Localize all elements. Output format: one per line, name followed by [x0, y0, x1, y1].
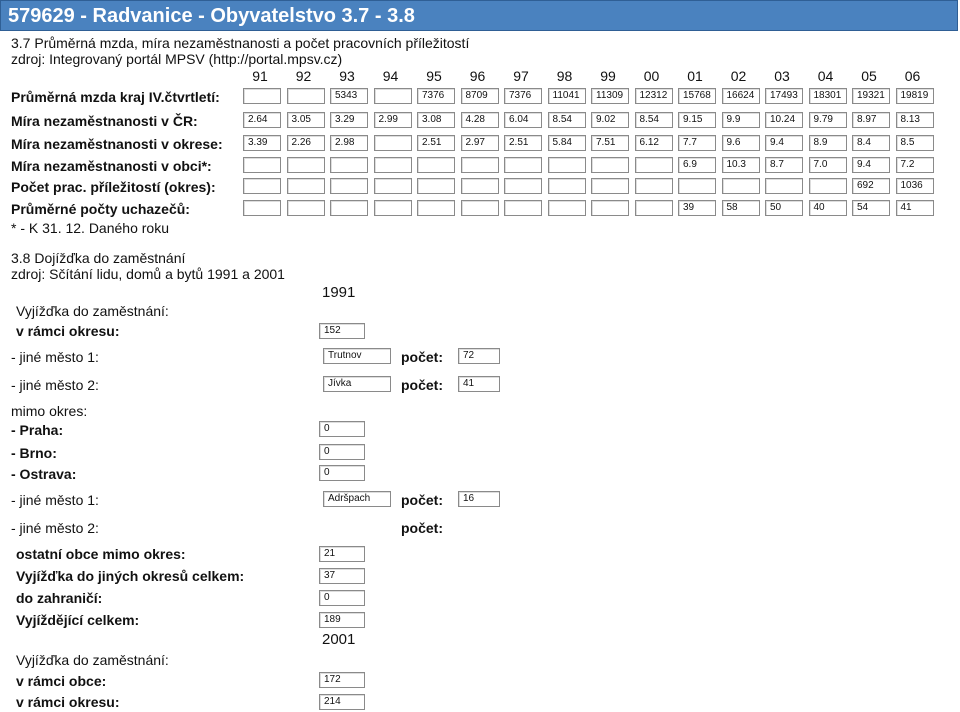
abroad-field[interactable]: 0 [319, 590, 365, 606]
value-cell[interactable]: 8.13 [896, 112, 934, 128]
value-cell[interactable]: 8.4 [852, 135, 890, 151]
table-note: * - K 31. 12. Daného roku [11, 220, 169, 236]
other-municipalities-label: ostatní obce mimo okres: [16, 546, 186, 562]
value-cell[interactable]: 12312 [635, 88, 673, 104]
year-06: 06 [904, 68, 921, 84]
value-cell[interactable]: 9.4 [852, 157, 890, 173]
value-cell[interactable] [504, 178, 542, 194]
value-cell[interactable] [374, 135, 412, 151]
value-cell[interactable] [678, 178, 716, 194]
other-municipalities-field[interactable]: 21 [319, 546, 365, 562]
value-cell[interactable]: 6.12 [635, 135, 673, 151]
value-cell[interactable]: 9.4 [765, 135, 803, 151]
value-cell[interactable] [461, 200, 499, 216]
year-95: 95 [426, 68, 442, 84]
other-town-1-count-field[interactable]: 72 [458, 348, 500, 364]
other-town-1-field[interactable]: Trutnov [323, 348, 391, 364]
value-cell[interactable]: 41 [896, 200, 934, 216]
value-cell[interactable] [243, 178, 281, 194]
value-cell[interactable]: 8.7 [765, 157, 803, 173]
value-cell[interactable] [417, 157, 455, 173]
value-cell[interactable] [417, 200, 455, 216]
value-cell[interactable] [243, 88, 281, 104]
value-cell[interactable] [287, 88, 325, 104]
other-town-3-count-field[interactable]: 16 [458, 491, 500, 507]
value-cell[interactable] [330, 200, 368, 216]
value-cell[interactable] [374, 200, 412, 216]
value-cell[interactable]: 7376 [417, 88, 455, 104]
value-cell[interactable] [461, 178, 499, 194]
other-town-4-label: - jiné město 2: [11, 520, 99, 536]
value-cell[interactable]: 4.28 [461, 112, 499, 128]
value-cell[interactable] [287, 157, 325, 173]
value-cell[interactable]: 8.9 [809, 135, 847, 151]
row-label: Míra nezaměstnanosti v okrese: [11, 136, 223, 152]
value-cell[interactable]: 2.64 [243, 112, 281, 128]
value-cell[interactable]: 8.54 [635, 112, 673, 128]
value-cell[interactable] [330, 157, 368, 173]
value-cell[interactable]: 16624 [722, 88, 760, 104]
value-cell[interactable] [548, 157, 586, 173]
within-district-label: v rámci okresu: [16, 323, 120, 339]
value-cell[interactable] [504, 157, 542, 173]
value-cell[interactable]: 5343 [330, 88, 368, 104]
commuters-total-field[interactable]: 189 [319, 612, 365, 628]
year-91: 91 [252, 68, 268, 84]
year-01: 01 [687, 68, 703, 84]
value-cell[interactable]: 8.54 [548, 112, 586, 128]
ostrava-label: - Ostrava: [11, 466, 77, 482]
value-cell[interactable]: 3.08 [417, 112, 455, 128]
other-town-2-field[interactable]: Jívka [323, 376, 391, 392]
section-37-title: 3.7 Průměrná mzda, míra nezaměstnanosti a počet pracovních příležitostí [11, 35, 470, 51]
value-cell[interactable] [243, 157, 281, 173]
year-02: 02 [730, 68, 747, 84]
value-cell[interactable]: 9.02 [591, 112, 629, 128]
section-38-title: 3.8 Dojížďka do zaměstnání [11, 250, 186, 266]
value-cell[interactable]: 8.97 [852, 112, 890, 128]
value-cell[interactable]: 2.26 [287, 135, 325, 151]
value-cell[interactable]: 11309 [591, 88, 629, 104]
value-cell[interactable]: 19819 [896, 88, 934, 104]
page-header [0, 0, 958, 31]
praha-label: - Praha: [11, 422, 64, 438]
value-cell[interactable]: 9.9 [722, 112, 760, 128]
count-label-3: počet: [401, 492, 443, 508]
value-cell[interactable] [591, 200, 629, 216]
year-97: 97 [513, 68, 529, 84]
other-districts-total-field[interactable]: 37 [319, 568, 365, 584]
year-98: 98 [556, 68, 573, 84]
value-cell[interactable]: 9.6 [722, 135, 760, 151]
value-cell[interactable]: 7.7 [678, 135, 716, 151]
count-label-2: počet: [401, 377, 443, 393]
other-town-1-label: - jiné město 1: [11, 349, 99, 365]
value-cell[interactable]: 3.05 [287, 112, 325, 128]
value-cell[interactable]: 9.15 [678, 112, 716, 128]
year-03: 03 [774, 68, 790, 84]
value-cell[interactable] [765, 178, 803, 194]
section-38-source: zdroj: Sčítání lidu, domů a bytů 1991 a 2001 [11, 266, 285, 282]
value-cell[interactable] [635, 200, 673, 216]
value-cell[interactable]: 54 [852, 200, 890, 216]
value-cell[interactable]: 2.99 [374, 112, 412, 128]
value-cell[interactable]: 18301 [809, 88, 847, 104]
year-99: 99 [600, 68, 616, 84]
value-cell[interactable] [635, 157, 673, 173]
row-label: Míra nezaměstnanosti v obci*: [11, 158, 212, 174]
value-cell[interactable] [591, 178, 629, 194]
value-cell[interactable]: 1036 [896, 178, 934, 194]
value-cell[interactable] [809, 178, 847, 194]
value-cell[interactable] [417, 178, 455, 194]
year-00: 00 [643, 68, 660, 84]
value-cell[interactable]: 39 [678, 200, 716, 216]
value-cell[interactable] [722, 178, 760, 194]
value-cell[interactable]: 10.3 [722, 157, 760, 173]
value-cell[interactable] [287, 200, 325, 216]
value-cell[interactable]: 9.79 [809, 112, 847, 128]
value-cell[interactable]: 8.5 [896, 135, 934, 151]
value-cell[interactable]: 8709 [461, 88, 499, 104]
value-cell[interactable] [504, 200, 542, 216]
year-92: 92 [295, 68, 312, 84]
value-cell[interactable]: 7.2 [896, 157, 934, 173]
brno-field[interactable]: 0 [319, 444, 365, 460]
abroad-label: do zahraničí: [16, 590, 103, 606]
value-cell[interactable]: 11041 [548, 88, 586, 104]
value-cell[interactable] [461, 157, 499, 173]
commuters-total-label: Vyjíždějící celkem: [16, 612, 140, 628]
within-municipality-2001-field[interactable]: 172 [319, 672, 365, 688]
row-label: Průměrná mzda kraj IV.čtvrtletí: [11, 89, 220, 105]
count-label-1: počet: [401, 349, 443, 365]
value-cell[interactable]: 3.29 [330, 112, 368, 128]
value-cell[interactable]: 692 [852, 178, 890, 194]
commute-heading-2001: Vyjížďka do zaměstnání: [16, 652, 169, 668]
commute-heading-1991: Vyjížďka do zaměstnání: [16, 303, 169, 319]
year-1991: 1991 [322, 284, 356, 301]
value-cell[interactable] [374, 157, 412, 173]
value-cell[interactable]: 7.51 [591, 135, 629, 151]
year-94: 94 [382, 68, 399, 84]
value-cell[interactable] [330, 178, 368, 194]
other-town-3-label: - jiné město 1: [11, 492, 99, 508]
value-cell[interactable]: 6.9 [678, 157, 716, 173]
within-district-2001-label: v rámci okresu: [16, 694, 120, 710]
outside-district-label: mimo okres: [11, 403, 88, 419]
value-cell[interactable]: 15768 [678, 88, 716, 104]
row-label: Míra nezaměstnanosti v ČR: [11, 113, 198, 129]
value-cell[interactable]: 17493 [765, 88, 803, 104]
value-cell[interactable] [635, 178, 673, 194]
row-label: Počet prac. příležitostí (okres): [11, 179, 216, 195]
other-town-3-field[interactable]: Adršpach [323, 491, 391, 507]
value-cell[interactable]: 2.51 [417, 135, 455, 151]
value-cell[interactable]: 2.97 [461, 135, 499, 151]
value-cell[interactable]: 10.24 [765, 112, 803, 128]
count-label-4: počet: [401, 520, 443, 536]
value-cell[interactable]: 6.04 [504, 112, 542, 128]
other-town-2-count-field[interactable]: 41 [458, 376, 500, 392]
value-cell[interactable]: 2.98 [330, 135, 368, 151]
value-cell[interactable]: 3.39 [243, 135, 281, 151]
other-town-2-label: - jiné město 2: [11, 377, 99, 393]
value-cell[interactable]: 2.51 [504, 135, 542, 151]
year-04: 04 [817, 68, 834, 84]
year-2001: 2001 [322, 631, 356, 648]
section-37-source: zdroj: Integrovaný portál MPSV (http://portal.mpsv.cz) [11, 51, 343, 67]
within-district-2001-field[interactable]: 214 [319, 694, 365, 710]
value-cell[interactable]: 19321 [852, 88, 890, 104]
brno-label: - Brno: [11, 445, 57, 461]
value-cell[interactable] [374, 88, 412, 104]
value-cell[interactable] [548, 200, 586, 216]
value-cell[interactable]: 5.84 [548, 135, 586, 151]
value-cell[interactable] [287, 178, 325, 194]
year-96: 96 [469, 68, 486, 84]
value-cell[interactable]: 40 [809, 200, 847, 216]
value-cell[interactable] [591, 157, 629, 173]
page-title: 579629 - Radvanice - Obyvatelstvo 3.7 - 3.8 [8, 5, 415, 27]
year-93: 93 [339, 68, 355, 84]
value-cell[interactable] [243, 200, 281, 216]
within-district-1991-field[interactable]: 152 [319, 323, 365, 339]
value-cell[interactable]: 58 [722, 200, 760, 216]
within-municipality-label: v rámci obce: [16, 673, 107, 689]
praha-field[interactable]: 0 [319, 421, 365, 437]
value-cell[interactable] [374, 178, 412, 194]
value-cell[interactable]: 50 [765, 200, 803, 216]
row-label: Průměrné počty uchazečů: [11, 201, 190, 217]
ostrava-field[interactable]: 0 [319, 465, 365, 481]
other-districts-total-label: Vyjížďka do jiných okresů celkem: [16, 568, 245, 584]
value-cell[interactable] [548, 178, 586, 194]
year-05: 05 [861, 68, 877, 84]
value-cell[interactable]: 7376 [504, 88, 542, 104]
value-cell[interactable]: 7.0 [809, 157, 847, 173]
